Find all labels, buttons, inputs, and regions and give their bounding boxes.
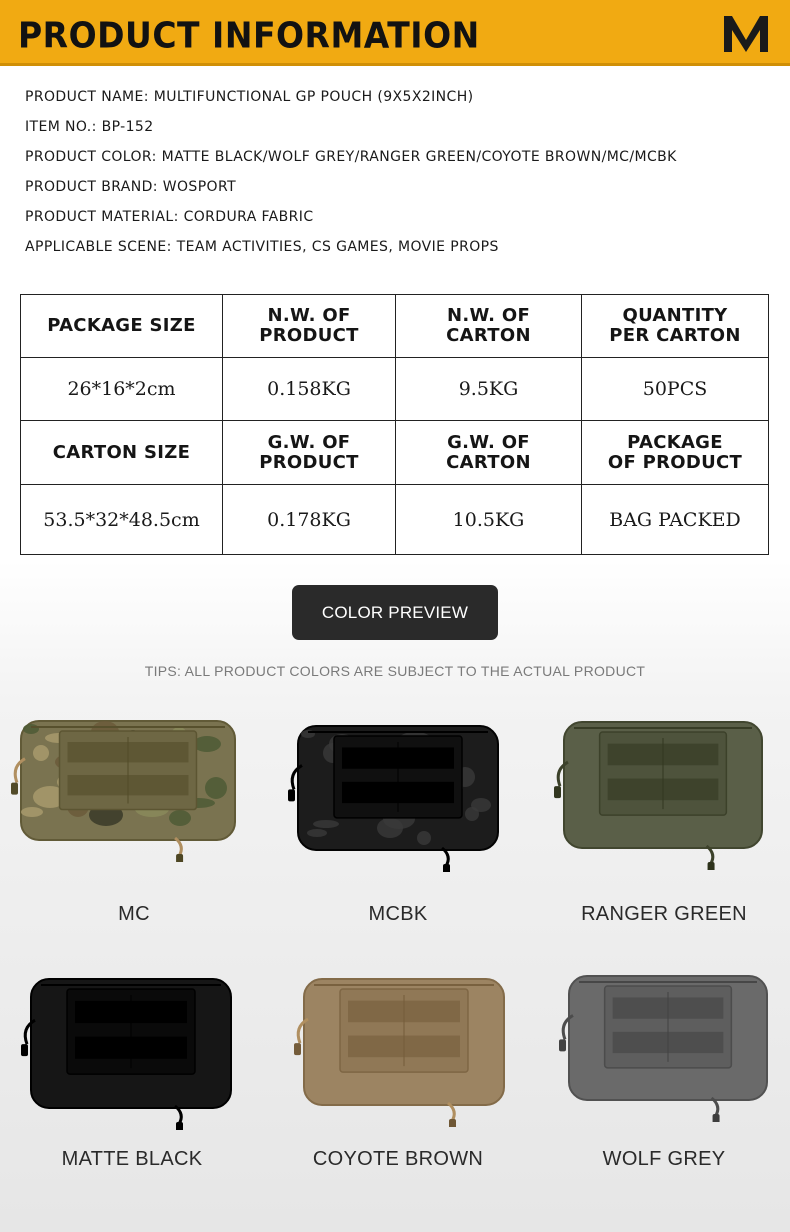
color-preview-button[interactable]: COLOR PREVIEW — [292, 585, 498, 640]
tips-text: TIPS: ALL PRODUCT COLORS ARE SUBJECT TO THE ACTUAL PRODUCT — [144, 663, 646, 679]
header-nw-product: N.W. OF PRODUCT — [223, 295, 396, 358]
pouch-image-matte-black — [15, 975, 247, 1130]
value-package-of-product: BAG PACKED — [582, 485, 769, 555]
header-gw-carton: G.W. OF CARTON — [396, 421, 582, 485]
info-product-name: PRODUCT NAME: MULTIFUNCTIONAL GP POUCH (9X5X2INCH) — [25, 89, 474, 105]
info-product-material: PRODUCT MATERIAL: CORDURA FABRIC — [25, 209, 314, 225]
table-row — [21, 485, 769, 555]
info-item-no: ITEM NO.: BP-152 — [25, 119, 154, 135]
header-gw-product: G.W. OF PRODUCT — [223, 421, 396, 485]
color-label-matte-black: MATTE BLACK — [61, 1148, 203, 1170]
color-label-wolf-grey: WOLF GREY — [602, 1148, 726, 1170]
color-label-ranger-green: RANGER GREEN — [581, 903, 747, 925]
color-label-mcbk: MCBK — [368, 903, 428, 925]
header-banner — [0, 0, 790, 66]
value-quantity-per-carton: 50PCS — [582, 358, 769, 421]
info-product-brand: PRODUCT BRAND: WOSPORT — [25, 179, 237, 195]
brand-w-logo-icon — [722, 14, 770, 54]
pouch-image-ranger-green — [548, 718, 778, 870]
info-applicable-scene: APPLICABLE SCENE: TEAM ACTIVITIES, CS GAMES, MOVIE PROPS — [25, 239, 499, 255]
value-carton-size: 53.5*32*48.5cm — [21, 485, 223, 555]
table-row — [21, 358, 769, 421]
value-nw-carton: 9.5KG — [396, 358, 582, 421]
value-package-size: 26*16*2cm — [21, 358, 223, 421]
color-label-coyote-brown: COYOTE BROWN — [312, 1148, 484, 1170]
table-row — [21, 421, 769, 485]
product-info-list — [25, 89, 785, 269]
value-gw-product: 0.178KG — [223, 485, 396, 555]
value-nw-product: 0.158KG — [223, 358, 396, 421]
header-nw-carton: N.W. OF CARTON — [396, 295, 582, 358]
value-gw-carton: 10.5KG — [396, 485, 582, 555]
header-quantity-per-carton: QUANTITY PER CARTON — [582, 295, 769, 358]
page-title: PRODUCT INFORMATION — [18, 14, 480, 57]
color-label-mc: MC — [118, 903, 150, 925]
header-package-of-product: PACKAGE OF PRODUCT — [582, 421, 769, 485]
header-package-size: PACKAGE SIZE — [21, 295, 223, 358]
header-carton-size: CARTON SIZE — [21, 421, 223, 485]
pouch-image-mc — [5, 717, 251, 862]
table-row — [21, 295, 769, 358]
spec-table — [20, 294, 769, 555]
info-product-color: PRODUCT COLOR: MATTE BLACK/WOLF GREY/RANGER GREEN/COYOTE BROWN/MC/MCBK — [25, 149, 677, 165]
pouch-image-coyote-brown — [288, 975, 520, 1127]
pouch-image-wolf-grey — [553, 972, 783, 1122]
pouch-image-mcbk — [282, 722, 514, 872]
